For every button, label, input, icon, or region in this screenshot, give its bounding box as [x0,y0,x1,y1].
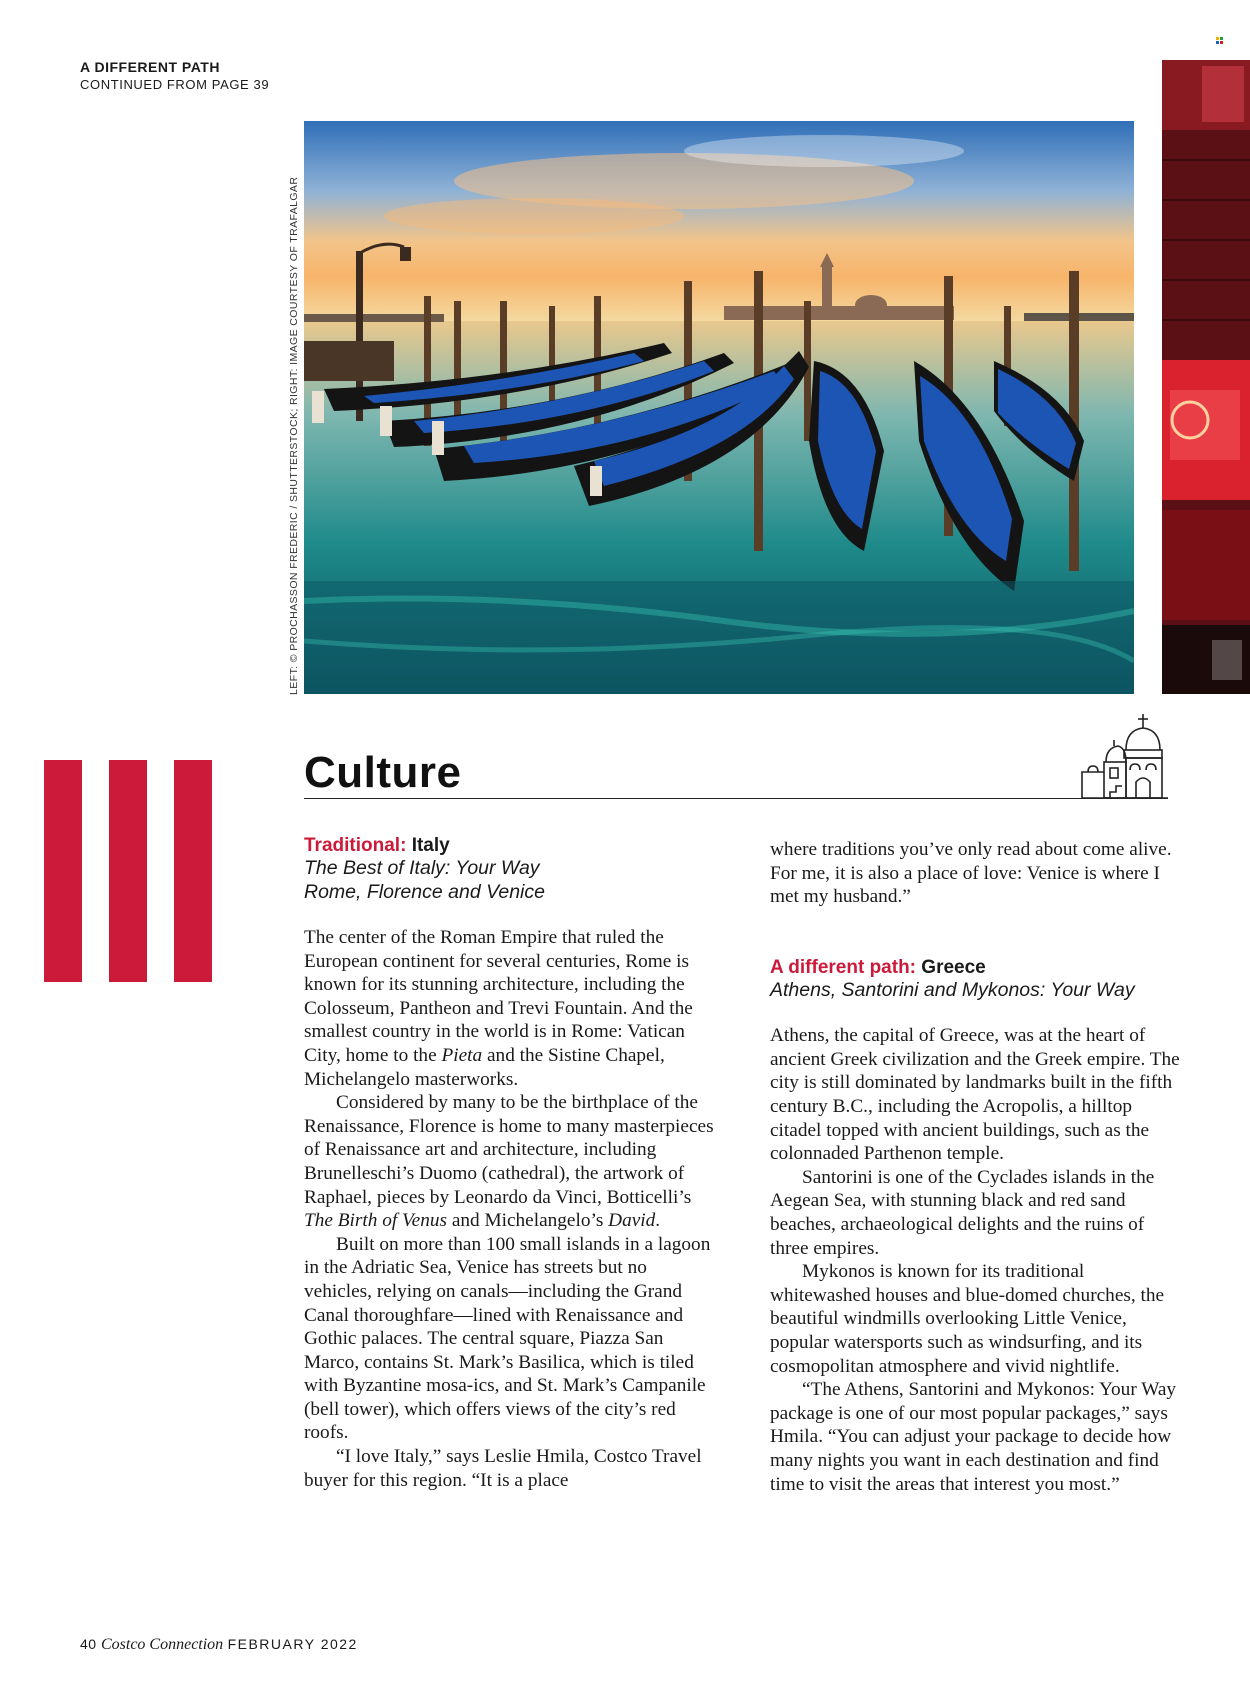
paragraph-package-quote: “The Athens, Santorini and Mykonos: Your Way package is one of our most popular packages,” says Hmila. “You can adjust your package to decide how many nights you want in each destination and find time to visit the areas that interest you most.” [770,1379,1177,1495]
page-number: 40 [80,1636,97,1652]
paragraph-athens: Athens, the capital of Greece, was at the heart of ancient Greek civilization and the Greek empire. The city is still dominated by landmarks built in the fifth century B.C., including the Acropolis, a hilltop citadel topped with ancient buildings, such as the colonnaded Parthenon temple. [770,1025,1180,1165]
magazine-name: Costco Connection [100,1636,224,1653]
paragraph-florence: Considered by many to be the birthplace of the Renaissance, Florence is home to many masterpieces of Renaissance art and architecture, including Brunelleschi’s Duomo (cathedral), the artwork of Raphael, pieces by Leonardo da Vinci, Botticelli’s The Birth of Venus and Michelangelo’s David. [304,1092,714,1232]
italy-heading [304,834,714,857]
paragraph-quote: “I love Italy,” says Leslie Hmila, Costco Travel buyer for this region. “It is a place [304,1446,702,1491]
package-name: The Best of Italy: Your Way [304,857,540,879]
heading-place: Greece [921,956,986,978]
page-footer [80,1636,358,1654]
quote-continued: where traditions you’ve only read about come alive. For me, it is also a place of love: Venice is where I met my husband.” [770,839,1172,908]
article-column-left [304,834,714,1492]
heading-place: Italy [411,835,450,856]
paragraph-venice: Built on more than 100 small islands in a lagoon in the Adriatic Sea, Venice has streets but no vehicles, relying on canals—including the Grand Canal thoroughfare—lined with Renaissance and Gothic palaces. The central square, Piazza San Marco, contains St. Mark’s Basilica, which is tiled with Byzantine mosa-ics, and St. Mark’s Campanile (bell tower), which offers views of the city’s red roofs. [304,1233,711,1444]
heading-label: A different path: [770,956,917,978]
red-bar [109,760,147,982]
red-bar [174,760,212,982]
package-cities: Rome, Florence and Venice [304,880,545,903]
greece-heading [770,956,1180,979]
church-icon [1080,712,1170,805]
neon-sign-photo [1162,60,1250,694]
issue-date: FEBRUARY 2022 [227,1636,358,1652]
article-column-right [770,838,1180,1496]
photo-credit: LEFT: © PROCHASSON FREDERIC / SHUTTERSTOCK; RIGHT: IMAGE COURTESY OF TRAFALGAR [288,176,300,695]
section-kicker: A DIFFERENT PATH [80,59,220,75]
section-title: Culture [304,748,462,797]
venice-gondolas-photo [304,121,1134,694]
paragraph-rome: The center of the Roman Empire that ruled the European continent for several centuries, Rome is known for its stunning architecture, including the Colosseum, Pantheon and Trevi Fountain. And the smallest country in the world is in Rome: Vatican City, home to the Pieta and the Sistine Chapel, Michelangelo masterworks. [304,927,693,1090]
heading-label: Traditional: [304,835,407,856]
package-name: Athens, Santorini and Mykonos: Your Way [770,978,1135,1001]
red-bar [44,760,82,982]
continued-note: CONTINUED FROM PAGE 39 [80,77,270,92]
paragraph-mykonos: Mykonos is known for its traditional whitewashed houses and blue-domed churches, the beautiful windmills overlooking Little Venice, popular watersports such as windsurfing, and its cosmopolitan atmosphere and vivid nightlife. [770,1261,1165,1377]
paragraph-santorini: Santorini is one of the Cyclades islands in the Aegean Sea, with stunning black and red sand beaches, archaeological delights and the ruins of three empires. [770,1166,1155,1259]
page-header [80,58,269,94]
color-dots-icon [1216,32,1224,40]
title-divider [304,798,1168,799]
